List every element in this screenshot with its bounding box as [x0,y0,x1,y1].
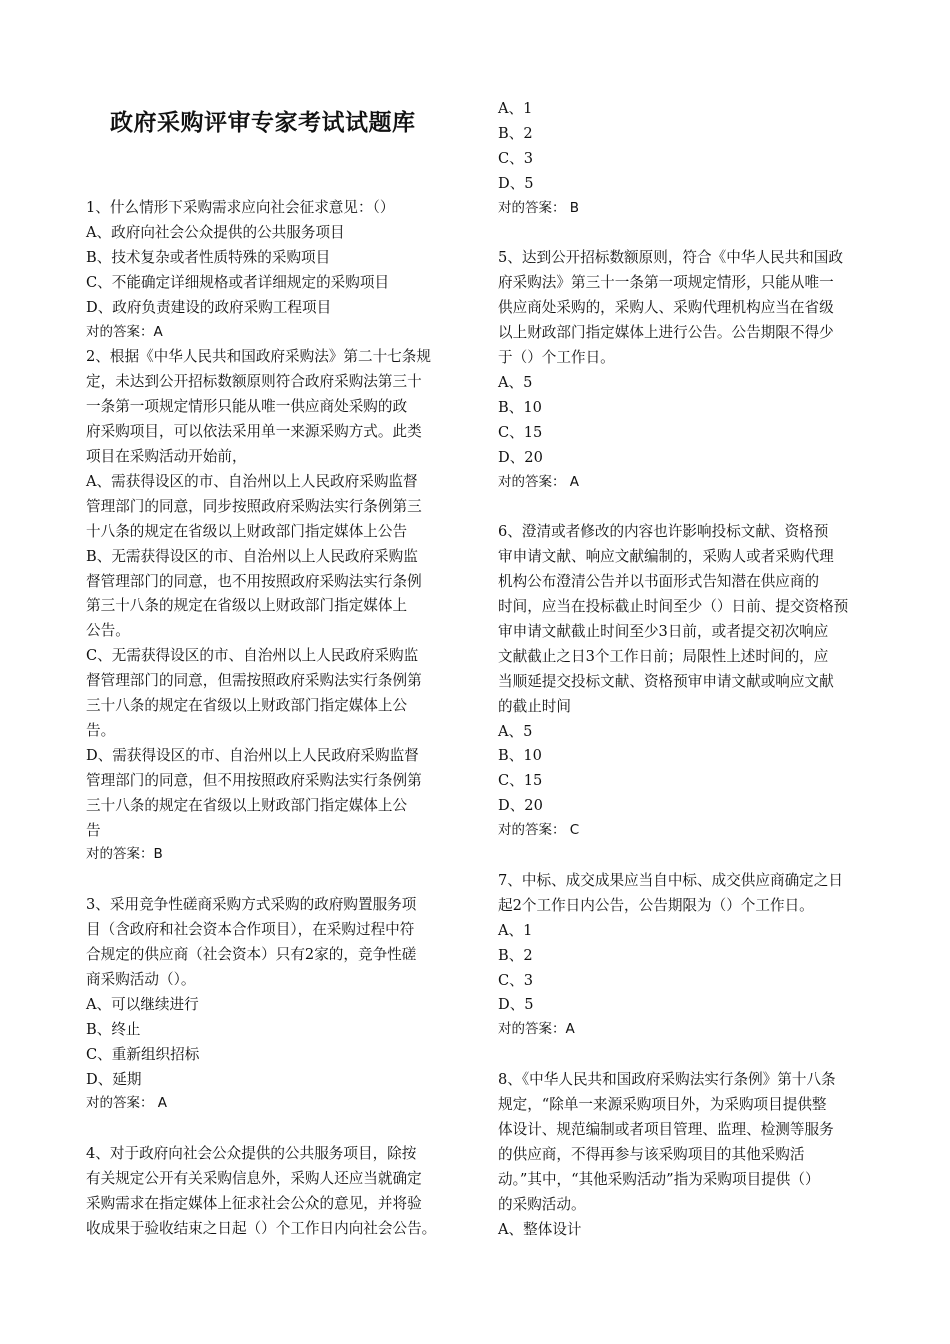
left-text-line: 目（含政府和社会资本合作项目），在采购过程中符 [86,921,415,939]
right-text-line: 时间，应当在投标截止时间至少（）日前、提交资格预 [498,598,849,615]
left-text-line: 4、对于政府向社会公众提供的公共服务项目，除按 [86,1145,417,1163]
left-text-line: A、需获得设区的市、自治州以上人民政府采购监督 [86,472,418,490]
left-text-line: 2、根据《中华人民共和国政府采购法》第二十七条规 [86,348,431,366]
right-text-line: 审申请文献、响应文献编制的，采购人或者采购代理 [498,548,834,566]
left-text-line: 1、什么情形下采购需求应向社会征求意见：（） [86,199,395,216]
left-text-line: C、重新组织招标 [86,1045,200,1063]
right-text-line: 对的答案：A [498,1021,575,1038]
left-text-line: 商采购活动（）。 [86,970,196,988]
right-text-line: A、1 [498,921,533,939]
right-text-line: 以上财政部门指定媒体上进行公告。公告期限不得少 [498,324,834,342]
left-text-line: 告 [86,821,101,839]
right-text-line: 机构公布澄清公告并以书面形式告知潜在供应商的 [498,573,820,591]
left-text-line: 督管理部门的同意，但需按照政府采购法实行条例第 [86,672,422,690]
left-text-line: A、可以继续进行 [86,995,199,1013]
left-text-line: 告。 [86,721,116,739]
right-text-line: 府采购法》第三十一条第一项规定情形，只能从唯一 [498,274,834,292]
left-text-line: D、政府负责建设的政府采购工程项目 [86,298,332,316]
right-text-line: D、20 [498,797,543,815]
left-text-line: 管理部门的同意，但不用按照政府采购法实行条例第 [86,771,422,789]
left-text-line: 一条第一项规定情形只能从唯一供应商处采购的政 [86,398,408,416]
right-text-line: 的供应商，不得再参与该采购项目的其他采购活 [498,1145,805,1163]
left-text-line: 对的答案： A [86,1095,168,1112]
left-text-line: 定，未达到公开招标数额原则符合政府采购法第三十 [86,373,422,391]
right-text-line: 的采购活动。 [498,1195,586,1213]
right-text-line: B、10 [498,398,542,416]
right-text-line: 对的答案： C [498,822,580,839]
left-text-line: 合规定的供应商（社会资本）只有2家的，竞争性磋 [86,946,417,963]
left-text-line: 府采购项目，可以依法采用单一来源采购方式。此类 [86,423,422,441]
left-text-line: 3、采用竞争性磋商采购方式采购的政府购置服务项 [86,896,417,914]
right-text-line: B、10 [498,747,542,765]
right-text-line: B、2 [498,124,533,142]
right-text-line: B、2 [498,946,533,964]
right-text-line: 供应商处采购的，采购人、采购代理机构应当在省级 [498,299,834,317]
left-text-line: 采购需求在指定媒体上征求社会公众的意见，并将验 [86,1195,422,1212]
right-text-line: 当顺延提交投标文献、资格预审申请文献或响应文献 [498,672,834,690]
right-text-line: D、5 [498,174,534,192]
right-text-line: C、3 [498,971,534,989]
left-text-line: 项目在采购活动开始前， [86,448,247,465]
left-text-line: 三十八条的规定在省级以上财政部门指定媒体上公 [86,697,408,714]
right-text-line: 对的答案： A [498,473,580,490]
right-text-line: 体设计、规范编制或者项目管理、监理、检测等服务 [498,1120,834,1138]
left-text-line: 有关规定公开有关采购信息外，采购人还应当就确定 [86,1170,422,1188]
left-text-line: B、技术复杂或者性质特殊的采购项目 [86,248,331,266]
left-text-line: 对的答案：A [86,323,163,340]
right-text-line: 7、中标、成交成果应当自中标、成交供应商确定之日 [498,871,843,889]
left-text-line: 三十八条的规定在省级以上财政部门指定媒体上公 [86,796,408,814]
right-text-line: 对的答案： B [498,199,580,216]
left-text-line: D、需获得设区的市、自治州以上人民政府采购监督 [86,746,419,764]
left-text-line: C、不能确定详细规格或者详细规定的采购项目 [86,273,390,291]
right-text-line: C、15 [498,772,543,790]
right-text-line: A、5 [498,373,533,391]
right-text-line: C、3 [498,149,534,167]
left-text-line: 十八条的规定在省级以上财政部门指定媒体上公告 [86,522,408,540]
right-text-line: 文献截止之日3个工作日前；局限性上述时间的，应 [498,647,829,665]
document-title: 政府采购评审专家考试试题库 [110,110,416,136]
right-text-line: A、1 [498,100,533,117]
right-text-line: 5、达到公开招标数额原则，符合《中华人民共和国政 [498,249,843,267]
left-text-line: C、无需获得设区的市、自治州以上人民政府采购监 [86,647,419,665]
left-text-line: D、延期 [86,1070,142,1088]
right-text-line: D、5 [498,996,534,1014]
right-text-line: 审申请文献截止时间至少3日前，或者提交初次响应 [498,622,829,640]
left-text-line: 管理部门的同意，同步按照政府采购法实行条例第三 [86,497,422,515]
right-text-line: 起2个工作日内公告，公告期限为（）个工作日。 [498,896,814,914]
left-text-line: 收成果于验收结束之日起（）个工作日内向社会公告。 [86,1219,437,1237]
right-text-line: C、15 [498,423,543,441]
right-text-line: 6、澄清或者修改的内容也许影响投标文献、资格预 [498,523,829,541]
right-text-line: D、20 [498,448,543,466]
right-text-line: 规定，“除单一来源采购项目外，为采购项目提供整 [498,1096,827,1113]
left-text-line: B、无需获得设区的市、自治州以上人民政府采购监 [86,547,418,565]
right-text-line: A、整体设计 [498,1220,582,1238]
right-text-line: 8、《中华人民共和国政府采购法实行条例》第十八条 [498,1071,836,1089]
left-text-line: 对的答案：B [86,846,163,863]
right-text-line: 的截止时间 [498,697,571,715]
left-text-line: B、终止 [86,1020,141,1038]
right-text-line: 于（）个工作日。 [498,349,615,366]
left-text-line: 公告。 [86,622,130,640]
right-text-line: A、5 [498,722,533,740]
right-text-line: 动。”其中，“其他采购活动”指为采购项目提供（） [498,1170,820,1188]
left-text-line: 第三十八条的规定在省级以上财政部门指定媒体上 [86,597,408,615]
left-text-line: A、政府向社会公众提供的公共服务项目 [86,223,345,241]
left-text-line: 督管理部门的同意，也不用按照政府采购法实行条例 [86,572,422,590]
